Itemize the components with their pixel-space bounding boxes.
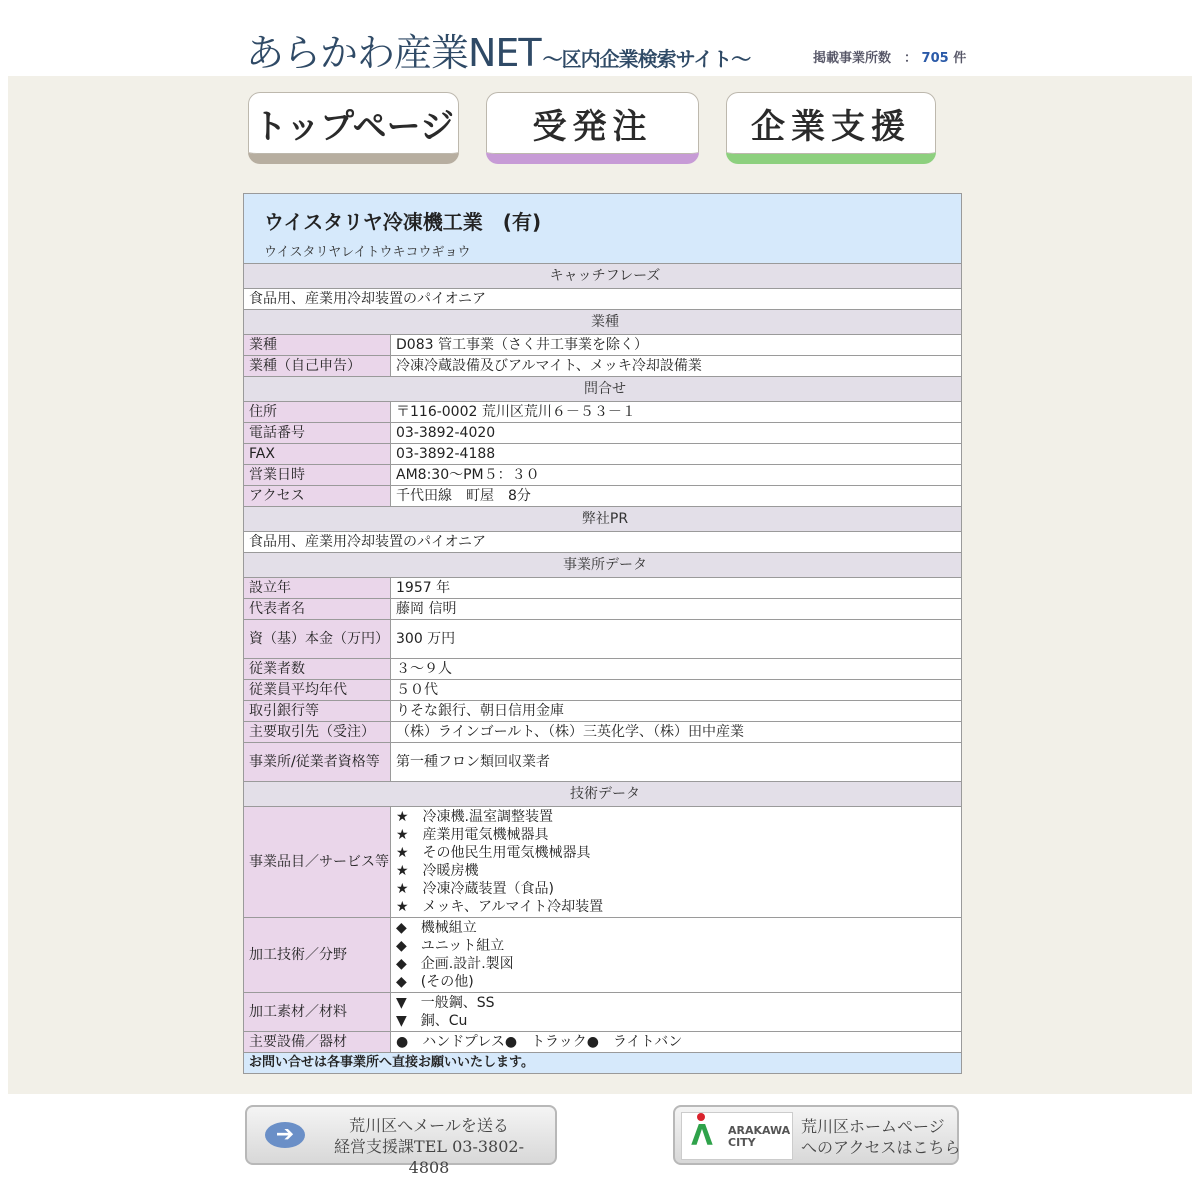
material-label: 加工素材／材料 <box>244 993 391 1032</box>
address-value: 〒116-0002 荒川区荒川６－５３－１ <box>391 402 962 423</box>
arrow-right-icon: ➔ <box>265 1122 305 1148</box>
license-value: 第一種フロン類回収業者 <box>391 743 962 782</box>
list-item: ◆ ユニット組立 <box>396 938 505 954</box>
company-detail-card <box>243 193 962 1074</box>
fax-label: FAX <box>244 444 391 465</box>
employees-value: ３〜９人 <box>391 659 962 680</box>
logo-text-line2: CITY <box>728 1136 756 1149</box>
list-item: ★ 産業用電気機械器具 <box>396 827 549 843</box>
list-item: ★ 冷凍機.温室調整装置 <box>396 809 554 825</box>
license-label: 事業所/従業者資格等 <box>244 743 391 782</box>
industry-label: 業種 <box>244 335 391 356</box>
section-contact: 問合せ <box>244 377 961 402</box>
clients-label: 主要取引先（受注） <box>244 722 391 743</box>
listing-count-label: 掲載事業所数 ： <box>813 51 918 66</box>
address-label: 住所 <box>244 402 391 423</box>
material-list <box>391 993 962 1032</box>
site-subtitle: 〜区内企業検索サイト〜 <box>542 47 751 71</box>
homepage-subtitle: へのアクセスはこちら <box>801 1138 961 1157</box>
homepage-title: 荒川区ホームページ <box>801 1117 945 1136</box>
representative-label: 代表者名 <box>244 599 391 620</box>
company-header <box>244 194 961 264</box>
section-pr: 弊社PR <box>244 507 961 532</box>
listing-count <box>813 47 966 66</box>
list-item: ◆ 機械組立 <box>396 920 477 936</box>
industry-value: D083 管工事業（さく井工事業を除く） <box>391 335 962 356</box>
clients-value: （株）ラインゴールト、（株）三英化学、（株）田中産業 <box>391 722 962 743</box>
products-label: 事業品目／サービス等 <box>244 807 391 918</box>
nav-orders-button[interactable]: 受発注 <box>486 92 699 164</box>
list-item: ★ メッキ、アルマイト冷却装置 <box>396 899 604 915</box>
send-mail-button[interactable] <box>245 1105 557 1177</box>
phone-value: 03-3892-4020 <box>391 423 962 444</box>
bank-label: 取引銀行等 <box>244 701 391 722</box>
list-item: ★ 冷凍冷蔵装置（食品) <box>396 881 555 897</box>
logo-mark-icon: Λ <box>691 1119 713 1152</box>
industry-self-value: 冷凍冷蔵設備及びアルマイト、メッキ冷却設備業 <box>391 356 962 377</box>
send-mail-title: 荒川区へメールを送る <box>349 1116 509 1135</box>
average-age-label: 従業員平均年代 <box>244 680 391 701</box>
nav-top-page-button[interactable]: トップページ <box>248 92 459 164</box>
section-industry: 業種 <box>244 310 961 335</box>
founded-label: 設立年 <box>244 578 391 599</box>
products-list <box>391 807 962 918</box>
nav-business-support-button[interactable]: 企業支援 <box>726 92 936 164</box>
equipment-label: 主要設備／器材 <box>244 1032 391 1053</box>
access-value: 千代田線 町屋 8分 <box>391 486 962 507</box>
homepage-text <box>801 1116 961 1158</box>
hours-label: 営業日時 <box>244 465 391 486</box>
bank-value: りそな銀行、朝日信用金庫 <box>391 701 962 722</box>
site-title[interactable] <box>246 22 750 77</box>
section-tech-data: 技術データ <box>244 782 961 807</box>
arakawa-city-logo <box>681 1112 793 1160</box>
send-mail-text <box>317 1115 541 1178</box>
list-item: ▼ 銅、Cu <box>396 1013 468 1029</box>
industry-self-label: 業種（自己申告） <box>244 356 391 377</box>
process-list <box>391 918 962 993</box>
section-catchphrase: キャッチフレーズ <box>244 264 961 289</box>
capital-value: 300 万円 <box>391 620 962 659</box>
list-item: ★ その他民生用電気機械器具 <box>396 845 591 861</box>
phone-label: 電話番号 <box>244 423 391 444</box>
representative-value: 藤岡 信明 <box>391 599 962 620</box>
logo-text-line1: ARAKAWA <box>728 1124 791 1137</box>
founded-value: 1957 年 <box>391 578 962 599</box>
company-kana: ウイスタリヤレイトウキコウギョウ <box>264 245 471 260</box>
employees-label: 従業者数 <box>244 659 391 680</box>
contact-note: お問い合せは各事業所へ直接お願いいたします。 <box>244 1053 961 1074</box>
process-label: 加工技術／分野 <box>244 918 391 993</box>
listing-count-unit: 件 <box>953 51 967 66</box>
fax-value: 03-3892-4188 <box>391 444 962 465</box>
company-name: ウイスタリヤ冷凍機工業 (有) <box>264 210 542 234</box>
catchphrase-text: 食品用、産業用冷却装置のパイオニア <box>244 289 961 310</box>
list-item: ▼ 一般鋼、SS <box>396 995 495 1011</box>
section-office-data: 事業所データ <box>244 553 961 578</box>
site-header <box>0 0 1200 76</box>
send-mail-phone: 経営支援課TEL 03-3802-4808 <box>334 1137 524 1177</box>
listing-count-value: 705 <box>921 51 949 66</box>
company-info-table <box>244 264 961 1073</box>
equipment-value: ● ハンドプレス● トラック● ライトバン <box>391 1032 962 1053</box>
access-label: アクセス <box>244 486 391 507</box>
average-age-value: ５０代 <box>391 680 962 701</box>
list-item: ★ 冷暖房機 <box>396 863 479 879</box>
hours-value: AM8:30〜PM５：３０ <box>391 465 962 486</box>
logo-text <box>728 1125 790 1149</box>
site-title-main: あらかわ産業NET <box>246 31 541 75</box>
list-item: ◆ (その他) <box>396 974 474 990</box>
pr-text: 食品用、産業用冷却装置のパイオニア <box>244 532 961 553</box>
capital-label: 資（基）本金（万円） <box>244 620 391 659</box>
arakawa-homepage-button[interactable] <box>673 1105 959 1165</box>
list-item: ◆ 企画.設計.製図 <box>396 956 514 972</box>
